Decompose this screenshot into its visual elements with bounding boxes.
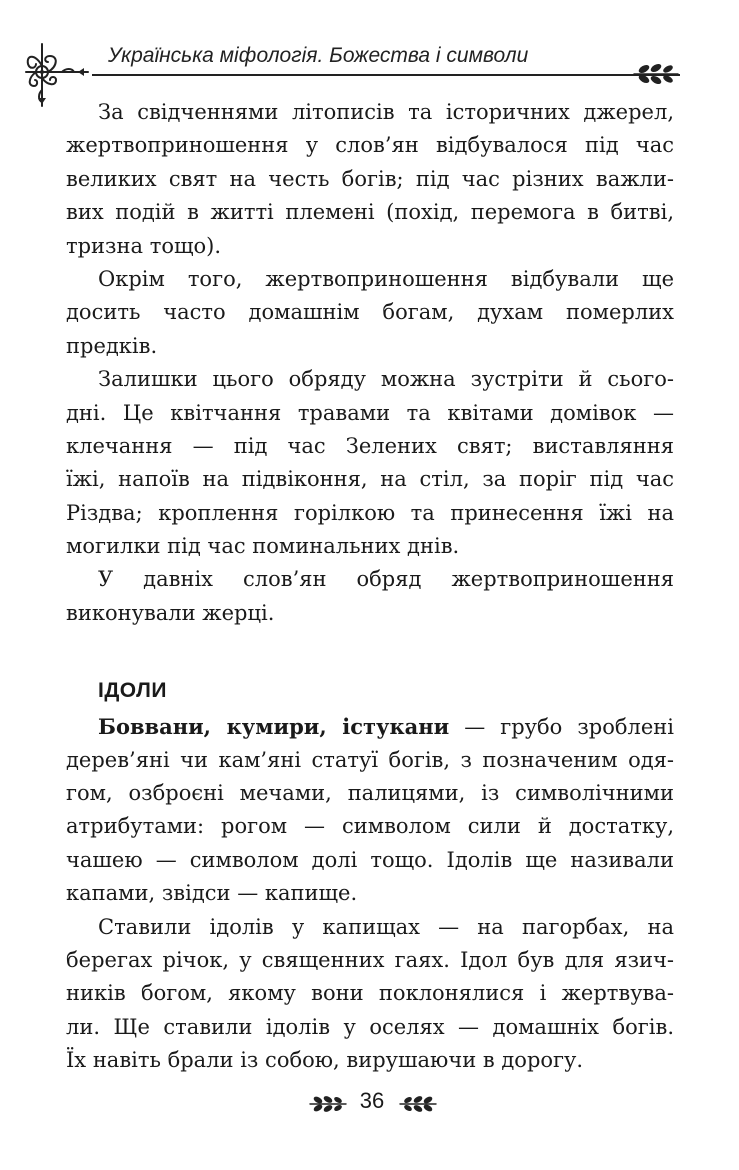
paragraph-household-gods <box>66 263 674 363</box>
text-line: виконували жерці. <box>66 600 275 625</box>
paragraph-idols-definition <box>66 710 674 910</box>
page-number: 36 <box>359 1088 385 1113</box>
text-line: берегах річок, у священних гаях. Ідол був для язич- <box>66 947 674 972</box>
laurel-sprig-icon <box>632 62 682 84</box>
term-bold: Боввани, кумири, істукани <box>98 714 450 740</box>
text-line: жертвоприношення у слов’ян відбувалося під час <box>66 133 674 158</box>
text-fragment: — грубо зроблені <box>449 715 674 740</box>
text-line: дні. Це квітчання травами та квітами домівок — <box>66 400 674 425</box>
text-line: Ставили ідолів у капищах — на пагорбах, на <box>98 914 674 939</box>
running-header-title: Українська міфологія. Божества і символи <box>108 44 529 67</box>
paragraph-sacrifice-occasions <box>66 96 674 263</box>
text-line: могилки під час поминальних днів. <box>66 534 460 559</box>
text-line: Окрім того, жертвоприношення відбували ще <box>98 266 674 291</box>
text-line: тризна тощо). <box>66 233 221 258</box>
page-body <box>66 96 674 1078</box>
text-line: Різдва; кроплення горілкою та принесення їжі на <box>66 500 674 525</box>
text-line: досить часто домашнім богам, духам померлих <box>66 300 674 325</box>
header-rule <box>92 74 680 76</box>
paragraph-idols-placement <box>66 911 674 1078</box>
paragraph-priests <box>66 563 674 630</box>
text-line: предків. <box>66 333 158 358</box>
text-line: клечання — під час Зелених свят; виставляння <box>66 433 674 458</box>
text-line: чашею — символом долі тощо. Ідолів ще називали <box>66 847 674 872</box>
text-line: атрибутами: рогом — символом сили й достатку, <box>66 814 674 839</box>
text-line: ників богом, якому вони поклонялися і жертвува- <box>66 981 674 1006</box>
text-line: За свідченнями літописів та історичних джерел, <box>98 100 674 124</box>
text-line: вих подій в житті племені (похід, перемога в битві, <box>66 200 674 225</box>
text-line: їжі, напоїв на підвіконня, на стіл, за поріг під час <box>66 467 674 492</box>
section-heading-idols: ІДОЛИ <box>98 679 167 703</box>
text-line: У давніх слов’ян обряд жертвоприношення <box>98 567 674 592</box>
text-line: Їх навіть брали із собою, вирушаючи в дорогу. <box>66 1048 584 1073</box>
text-line: гом, озброєні мечами, палицями, із символічними <box>66 781 674 806</box>
page-footer <box>0 1086 739 1120</box>
text-line: ли. Ще ставили ідолів у оселях — домашніх богів. <box>66 1014 674 1039</box>
text-line <box>66 710 674 743</box>
text-line: Залишки цього обряду можна зустріти й сього- <box>98 367 674 392</box>
section-spacer <box>66 630 674 672</box>
text-line: капами, звідси — капище. <box>66 881 358 906</box>
laurel-sprig-icon <box>398 1094 438 1114</box>
text-line: великих свят на честь богів; під час різних важли- <box>66 166 674 191</box>
laurel-sprig-icon <box>308 1094 348 1114</box>
text-line: дерев’яні чи кам’яні статуї богів, з позначеним одя- <box>66 747 674 772</box>
paragraph-remnants <box>66 363 674 563</box>
